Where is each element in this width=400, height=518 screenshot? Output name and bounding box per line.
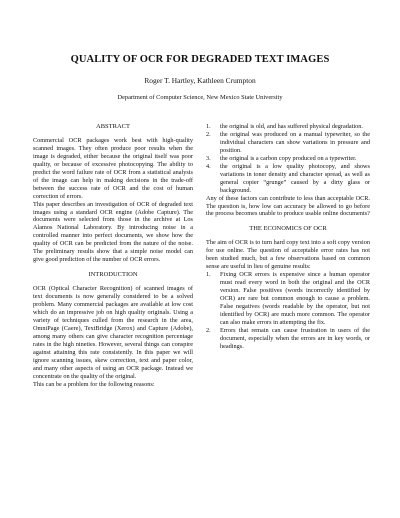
economics-list — [206, 271, 370, 351]
list-item-text: the original is a carbon copy produced on a typewriter. — [220, 154, 357, 162]
list-item — [206, 327, 370, 351]
left-column — [33, 123, 193, 389]
list-item-text: the original is old, and has suffered physical degradation. — [220, 123, 363, 130]
paper-authors: Roger T. Hartley, Kathleen Crumpton — [144, 76, 256, 85]
abstract-paragraph-2: This paper describes an investigation of OCR of degraded text images using a standard OCR engine (Adobe Capture). The documents were selected from those in the archive at Los Alamos National Laboratory. By introducing noise in a controlled manner into perfect documents, we show how the quality of OCR can be predicted from the nature of the noise. The preliminary results show that a simple noise model can give good prediction of the number of OCR errors. — [33, 200, 193, 264]
list-item-text: Errors that remain can cause frustration in users of the document, especially when the errors are in key words, or headings. — [220, 326, 370, 350]
list-item-text: the original is a low quality photocopy, and shows variations in toner density and character spread, as well as general copier “grunge” caused by a dirty glass or background. — [220, 162, 370, 194]
paper-affiliation: Department of Computer Science, New Mexico State University — [117, 94, 283, 101]
list-number: 1. — [206, 123, 211, 130]
paper-title: QUALITY OF OCR FOR DEGRADED TEXT IMAGES — [70, 54, 330, 65]
reasons-list — [206, 123, 370, 195]
introduction-paragraph-1: OCR (Optical Character Recognition) of scanned images of text documents is now generally considered to be a solved problem. Many commercial packages are available at low cost which do an impressive job on high quality originals. Using a variety of techniques culled from the research in the area, OmniPage (Caere), TextBridge (Xerox) and Capture (Adobe), among many others can give character recognition percentage rates in the high nineties. However, several things can conspire against attaining this rate consistently. In this paper we will ignore scanning issues, skew correction, text and paper color, and many other aspects of using an OCR package. Instead we concentrate on the quality of the original. — [33, 285, 193, 380]
abstract-paragraph-1: Commercial OCR packages work best with high-quality scanned images. They often produce poor results when the image is degraded, either because the original itself was poor quality, or because of excessive photocopying. The ability to predict the word failure rate of OCR from a statistical analysis of the image can help in making decisions in the trade-off between the success rate of OCR and the cost of human correction of errors. — [33, 136, 193, 200]
introduction-heading: INTRODUCTION — [88, 271, 138, 279]
list-number: 2. — [206, 326, 211, 334]
abstract-heading: ABSTRACT — [96, 123, 130, 130]
list-item — [206, 131, 370, 155]
list-number: 4. — [206, 162, 211, 170]
list-number: 3. — [206, 154, 211, 162]
economics-paragraph: The aim of OCR is to turn hard copy text into a soft copy version for use online. The question of acceptable error rates has not been studied much, but a few observations based on common sense are useful in lieu of genuine results: — [206, 239, 370, 271]
list-item — [206, 123, 370, 131]
introduction-paragraph-2: This can be a problem for the following reasons: — [33, 380, 155, 388]
list-item — [206, 155, 370, 163]
right-column — [206, 123, 370, 351]
economics-heading: THE ECONOMICS OF OCR — [249, 225, 327, 233]
list-item — [206, 271, 370, 327]
list-number: 1. — [206, 271, 211, 279]
list-item — [206, 163, 370, 195]
list-number: 2. — [206, 130, 211, 138]
factors-paragraph: Any of these factors can contribute to less than acceptable OCR. The question is, how low can accuracy be allowed to go before the process becomes unable to produce usable online documents? — [206, 194, 370, 218]
list-item-text: the original was produced on a manual typewriter, so the individual characters can show variations in pressure and position. — [220, 130, 370, 154]
list-item-text: Fixing OCR errors is expensive since a human operator must read every word in both the original and the OCR version. False positives (words incorrectly identified by OCR) are rare but common enough to cause a problem. False negatives (words readable by the operator, but not identified by OCR) are much more common. The operator can also make errors in attempting the fix. — [220, 271, 370, 326]
